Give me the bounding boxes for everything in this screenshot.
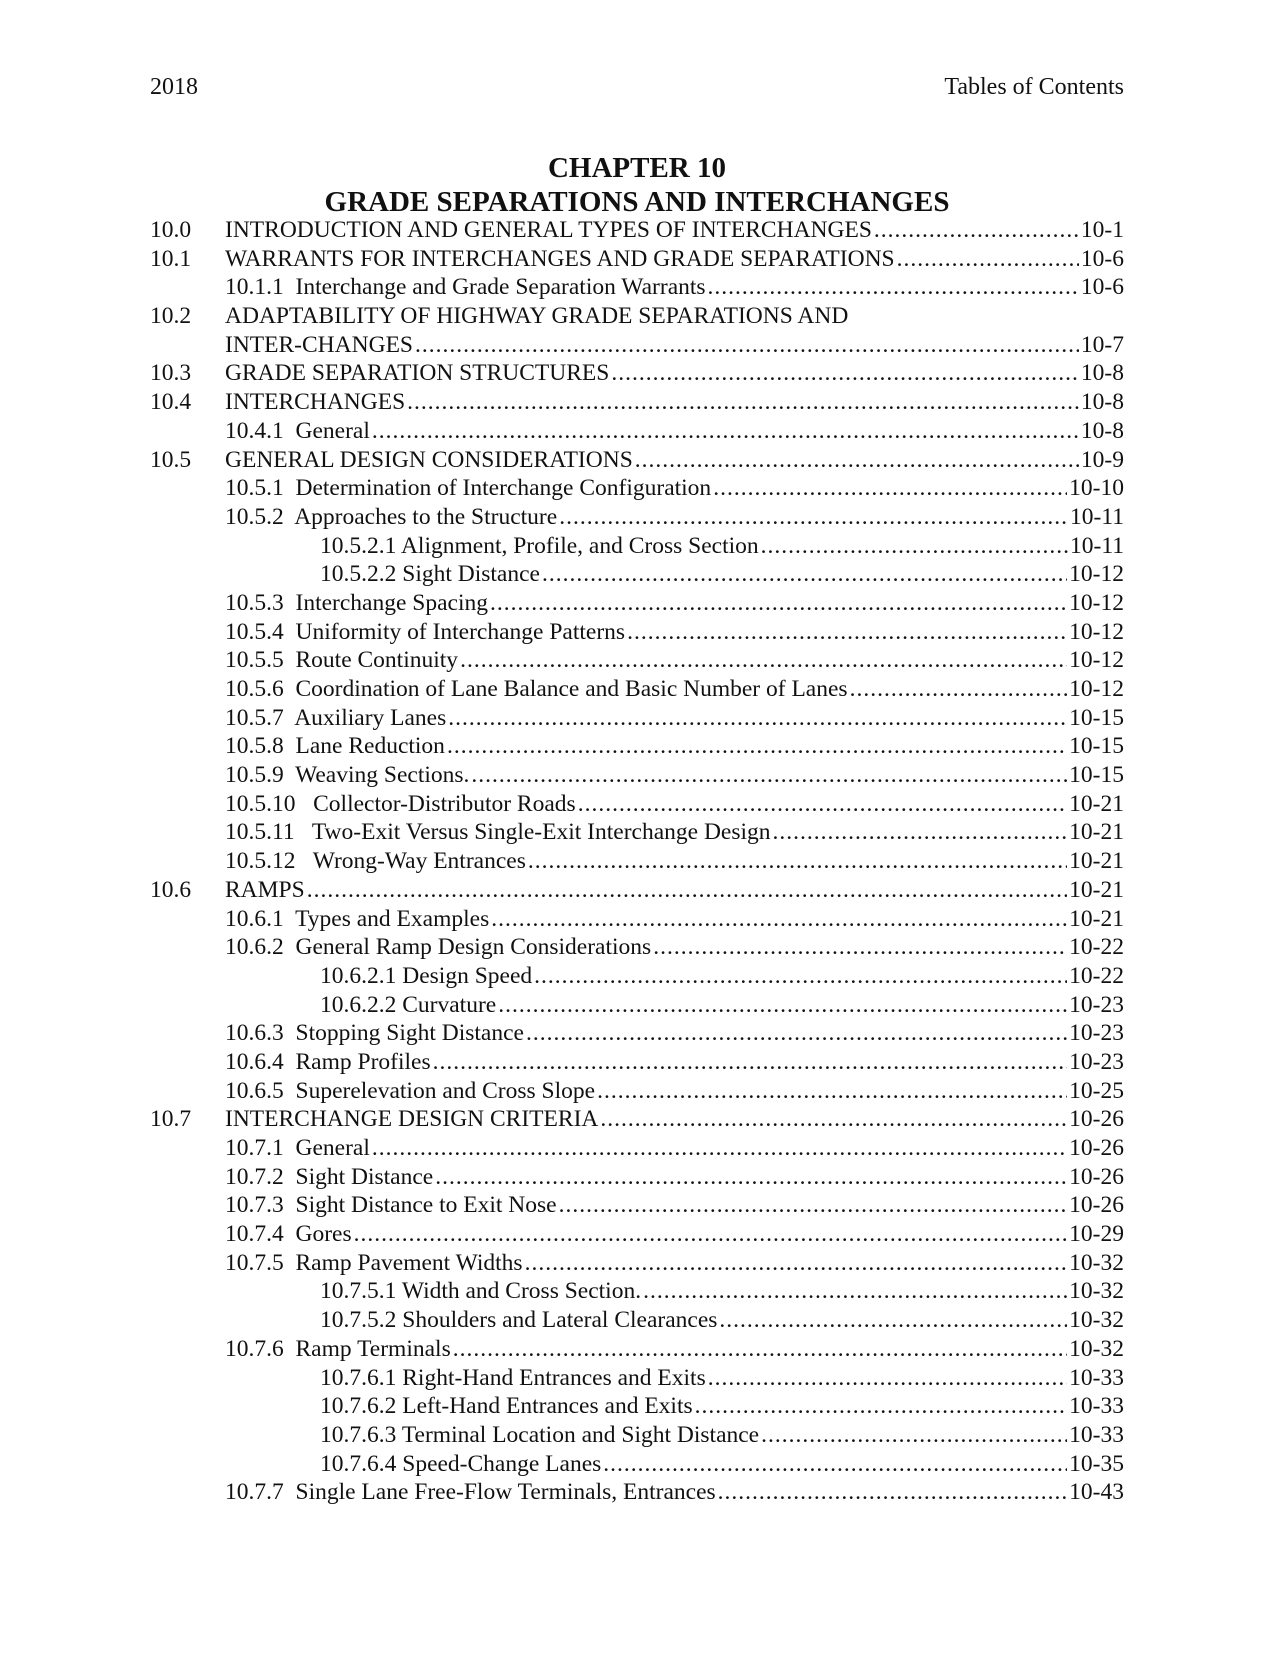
toc-entry-line (225, 1335, 1124, 1364)
header-year: 2018 (150, 74, 198, 100)
toc-entry-title: 10.6.1 Types and Examples (225, 905, 490, 932)
toc-entry-title: INTERCHANGES (225, 389, 406, 416)
dot-leader (635, 446, 1079, 475)
toc-entry-page: 10-33 (1069, 1364, 1124, 1391)
toc-entry[interactable] (150, 1048, 1124, 1077)
toc-entry-title: 10.6.4 Ramp Profiles (225, 1048, 431, 1075)
dot-leader (559, 1191, 1068, 1220)
toc-entry-page: 10-32 (1069, 1335, 1124, 1362)
toc-entry-page: 10-8 (1080, 417, 1124, 444)
toc-entry-line (225, 388, 1124, 417)
toc-entry-line (225, 1478, 1124, 1507)
toc-entry-title: 10.5.2.1 Alignment, Profile, and Cross Section (320, 532, 759, 559)
toc-entry-line (320, 1450, 1124, 1479)
toc-entry-page: 10-9 (1080, 446, 1124, 473)
toc-entry-line (225, 790, 1124, 819)
toc-entry-title: INTER-CHANGES (225, 331, 413, 358)
toc-entry-page: 10-26 (1069, 1135, 1124, 1161)
toc-entry-page: 10-21 (1069, 876, 1124, 903)
toc-entry-line (320, 962, 1124, 991)
toc-entry-title: 10.7.1 General (225, 1135, 370, 1161)
toc-entry[interactable] (150, 1191, 1124, 1220)
dot-leader (460, 646, 1067, 675)
toc-entry-title: INTRODUCTION AND GENERAL TYPES OF INTERCHANGES (225, 217, 872, 243)
toc-entry[interactable] (150, 273, 1124, 302)
toc-entry-line (225, 1105, 1124, 1134)
toc-entry[interactable] (150, 1392, 1124, 1421)
toc-entry[interactable] (150, 1306, 1124, 1335)
toc-entry[interactable] (150, 1249, 1124, 1278)
toc-entry-line (225, 417, 1124, 446)
dot-leader (354, 1220, 1068, 1249)
toc-entry-line (225, 589, 1124, 618)
toc-entry-title: 10.6.3 Stopping Sight Distance (225, 1020, 524, 1047)
toc-entry-line (225, 503, 1124, 532)
toc-entry[interactable] (150, 1134, 1124, 1163)
toc-entry-title: 10.5.9 Weaving Sections. (225, 762, 470, 789)
toc-entry-page: 10-15 (1069, 704, 1124, 731)
dot-leader (471, 761, 1067, 790)
toc-entry-page: 10-23 (1069, 1048, 1124, 1075)
toc-entry[interactable] (150, 876, 1124, 905)
toc-entry-title: WARRANTS FOR INTERCHANGES AND GRADE SEPARATIONS (225, 245, 895, 272)
toc-entry-title: 10.4.1 General (225, 417, 370, 444)
toc-entry-page: 10-6 (1080, 274, 1124, 301)
toc-entry[interactable] (150, 1105, 1124, 1134)
toc-entry-page: 10-22 (1069, 962, 1124, 989)
toc-entry[interactable] (150, 761, 1124, 790)
toc-entry-line (225, 933, 1124, 962)
toc-entry-line (225, 847, 1124, 876)
toc-entry-line (225, 1019, 1124, 1048)
toc-entry-line (225, 216, 1124, 245)
toc-entry-title: 10.5.6 Coordination of Lane Balance and Basic Number of Lanes (225, 676, 848, 702)
toc-entry-line (320, 1277, 1124, 1306)
toc-entry-page: 10-1 (1080, 217, 1124, 243)
toc-entry-page: 10-29 (1069, 1221, 1124, 1248)
toc-entry-line (225, 1134, 1124, 1163)
dot-leader (897, 245, 1079, 274)
toc-entry-title: 10.5.2.2 Sight Distance (320, 561, 540, 588)
toc-entry[interactable] (150, 704, 1124, 733)
dot-leader (761, 532, 1068, 561)
toc-entry-title: 10.5.10 Collector-Distributor Roads (225, 790, 576, 817)
toc-entry-title: RAMPS (225, 876, 305, 903)
toc-entry[interactable] (150, 446, 1124, 475)
toc-entry-page: 10-23 (1069, 1020, 1124, 1047)
toc-entry[interactable] (150, 1220, 1124, 1249)
toc-entry-line (225, 1048, 1124, 1077)
dot-leader (491, 905, 1067, 934)
dot-leader (718, 1478, 1068, 1507)
toc-entry-title: 10.7.6.2 Left-Hand Entrances and Exits (320, 1393, 693, 1420)
toc-entry-page: 10-22 (1069, 934, 1124, 961)
toc-entry-title: 10.7.6.1 Right-Hand Entrances and Exits (320, 1364, 706, 1391)
toc-entry-title: 10.5.3 Interchange Spacing (225, 589, 488, 616)
dot-leader (534, 962, 1067, 991)
toc-entry-line (225, 618, 1124, 647)
toc-entry-page: 10-15 (1069, 762, 1124, 789)
toc-entry-page: 10-33 (1069, 1393, 1124, 1420)
toc-entry-line (225, 359, 1124, 388)
toc-entry[interactable] (150, 245, 1124, 274)
toc-entry[interactable] (150, 818, 1124, 847)
dot-leader (603, 1450, 1067, 1479)
dot-leader (435, 1163, 1067, 1192)
toc-entry-line (225, 245, 1124, 274)
toc-entry[interactable] (150, 790, 1124, 819)
toc-entry-line (320, 1364, 1124, 1393)
toc-entry-line (225, 704, 1124, 733)
toc-entry-title: 10.5.12 Wrong-Way Entrances (225, 848, 526, 875)
toc-entry-page: 10-11 (1070, 503, 1124, 530)
toc-entry[interactable] (150, 503, 1124, 532)
toc-entry-page: 10-12 (1069, 647, 1124, 674)
dot-leader (528, 847, 1067, 876)
toc-entry-page: 10-21 (1069, 905, 1124, 932)
dot-leader (372, 417, 1079, 446)
toc-entry[interactable] (150, 216, 1124, 245)
toc-entry-title: 10.7.5.1 Width and Cross Section. (320, 1278, 642, 1305)
toc-entry-title: 10.5.4 Uniformity of Interchange Patterns (225, 618, 626, 645)
toc-entry-title: 10.6.5 Superelevation and Cross Slope (225, 1077, 596, 1104)
toc-entry-title: 10.7.5.2 Shoulders and Lateral Clearances (320, 1307, 718, 1334)
dot-leader (643, 1277, 1067, 1306)
toc-entry[interactable] (150, 1478, 1124, 1507)
toc-entry-page: 10-26 (1069, 1106, 1124, 1133)
toc-entry-title: 10.5.5 Route Continuity (225, 647, 459, 674)
toc-entry-title: 10.5.2 Approaches to the Structure (225, 503, 558, 530)
toc-entry-page: 10-25 (1069, 1077, 1124, 1104)
dot-leader (447, 732, 1067, 761)
toc-entry-number: 10.5 (150, 446, 192, 473)
toc-entry-page: 10-35 (1069, 1450, 1124, 1477)
toc-entry-line (225, 732, 1124, 761)
toc-entry-page: 10-32 (1069, 1278, 1124, 1305)
toc-entry-page: 10-33 (1069, 1421, 1124, 1448)
dot-leader (708, 1364, 1067, 1393)
toc-entry-title: 10.7.2 Sight Distance (225, 1163, 434, 1190)
dot-leader (719, 1306, 1067, 1335)
toc-entry[interactable] (150, 905, 1124, 934)
toc-entry-line (225, 474, 1124, 503)
dot-leader (695, 1392, 1068, 1421)
toc-entry[interactable] (150, 359, 1124, 388)
dot-leader (407, 388, 1079, 417)
dot-leader (372, 1134, 1067, 1163)
dot-leader (542, 560, 1067, 589)
toc-entry-title: 10.6.2.1 Design Speed (320, 962, 533, 989)
toc-entry-number: 10.0 (150, 217, 192, 243)
toc-entry[interactable] (150, 847, 1124, 876)
toc-entry[interactable] (150, 388, 1124, 417)
toc-entry-number: 10.2 (150, 303, 192, 330)
toc-entry-line (225, 302, 1124, 331)
dot-leader (600, 1105, 1067, 1134)
dot-leader (850, 675, 1068, 704)
dot-leader (708, 273, 1079, 302)
toc-entry-title: 10.7.6 Ramp Terminals (225, 1335, 451, 1362)
toc-entry[interactable] (150, 732, 1124, 761)
toc-entry-line (225, 331, 1124, 360)
toc-entry-line (320, 1306, 1124, 1335)
dot-leader (498, 991, 1067, 1020)
toc-entry-page: 10-12 (1069, 676, 1124, 702)
toc-entry-number: 10.3 (150, 360, 192, 387)
toc-entry-title: 10.5.7 Auxiliary Lanes (225, 704, 447, 731)
toc-entry-title: 10.5.1 Determination of Interchange Configuration (225, 475, 712, 502)
toc-entry-line (225, 273, 1124, 302)
toc-entry[interactable] (150, 1163, 1124, 1192)
toc-entry-line (225, 818, 1124, 847)
toc-entry-line (320, 560, 1124, 589)
toc-entry-page: 10-32 (1069, 1307, 1124, 1334)
toc-entry-page: 10-10 (1069, 475, 1124, 502)
toc-entry-title: INTERCHANGE DESIGN CRITERIA (225, 1106, 599, 1133)
dot-leader (490, 589, 1067, 618)
toc-entry-line (320, 1421, 1124, 1450)
toc-entry-title: 10.5.8 Lane Reduction (225, 733, 445, 760)
toc-entry-title: 10.7.3 Sight Distance to Exit Nose (225, 1192, 557, 1219)
toc-entry-page: 10-12 (1069, 589, 1124, 616)
toc-entry-line (225, 761, 1124, 790)
toc-entry-page: 10-11 (1070, 532, 1124, 559)
toc-entry-number: 10.4 (150, 389, 192, 416)
dot-leader (653, 933, 1067, 962)
toc-entry-page: 10-21 (1069, 790, 1124, 817)
dot-leader (433, 1048, 1068, 1077)
toc-entry-page: 10-21 (1069, 848, 1124, 875)
dot-leader (611, 359, 1079, 388)
toc-entry-title: ADAPTABILITY OF HIGHWAY GRADE SEPARATIONS AND (225, 303, 849, 330)
toc-entry[interactable] (150, 560, 1124, 589)
chapter-title: GRADE SEPARATIONS AND INTERCHANGES (324, 186, 950, 218)
toc-entry[interactable] (150, 1450, 1124, 1479)
toc-entry-page: 10-7 (1080, 331, 1124, 358)
toc-entry[interactable] (150, 1019, 1124, 1048)
dot-leader (597, 1077, 1067, 1106)
toc-entry-page: 10-23 (1069, 991, 1124, 1018)
toc-entry-title: GRADE SEPARATION STRUCTURES (225, 360, 610, 387)
table-of-contents (150, 216, 1124, 1507)
toc-entry-line (225, 1163, 1124, 1192)
toc-entry[interactable] (150, 474, 1124, 503)
toc-entry-line (225, 646, 1124, 675)
toc-entry[interactable] (150, 618, 1124, 647)
toc-entry[interactable] (150, 1335, 1124, 1364)
toc-entry[interactable] (150, 1077, 1124, 1106)
toc-entry-page: 10-26 (1069, 1163, 1124, 1190)
chapter-label: CHAPTER 10 (547, 152, 727, 184)
toc-entry[interactable] (150, 1421, 1124, 1450)
toc-entry-page: 10-32 (1069, 1249, 1124, 1276)
dot-leader (773, 818, 1068, 847)
toc-entry-page: 10-21 (1069, 819, 1124, 846)
toc-entry-page: 10-26 (1069, 1192, 1124, 1219)
toc-entry-title: 10.1.1 Interchange and Grade Separation Warrants (225, 274, 706, 301)
toc-entry-line (225, 1191, 1124, 1220)
toc-entry-title: 10.5.11 Two-Exit Versus Single-Exit Interchange Design (225, 819, 771, 846)
toc-entry-page: 10-15 (1069, 733, 1124, 760)
dot-leader (761, 1421, 1067, 1450)
toc-entry[interactable] (150, 331, 1124, 360)
toc-entry-title: 10.7.6.3 Terminal Location and Sight Distance (320, 1421, 760, 1448)
toc-entry-line (225, 876, 1124, 905)
toc-entry[interactable] (150, 1364, 1124, 1393)
toc-entry-title: 10.6.2 General Ramp Design Considerations (225, 934, 652, 961)
toc-entry-title: 10.6.2.2 Curvature (320, 991, 497, 1018)
toc-entry[interactable] (150, 1277, 1124, 1306)
toc-entry[interactable] (150, 646, 1124, 675)
toc-entry-page: 10-12 (1069, 561, 1124, 588)
toc-entry-title: GENERAL DESIGN CONSIDERATIONS (225, 446, 633, 473)
toc-entry-page: 10-6 (1080, 245, 1124, 272)
toc-entry-page: 10-12 (1069, 618, 1124, 645)
toc-entry-number: 10.1 (150, 245, 192, 272)
toc-entry-number: 10.7 (150, 1106, 192, 1133)
dot-leader (307, 876, 1067, 905)
dot-leader (448, 704, 1067, 733)
toc-entry-line (320, 1392, 1124, 1421)
toc-entry[interactable] (150, 302, 1124, 331)
toc-entry[interactable] (150, 589, 1124, 618)
toc-entry-line (225, 675, 1124, 704)
toc-entry[interactable] (150, 991, 1124, 1020)
toc-entry-title: 10.7.7 Single Lane Free-Flow Terminals, Entrances (225, 1479, 716, 1506)
toc-entry[interactable] (150, 417, 1124, 446)
toc-entry-number: 10.6 (150, 876, 192, 903)
dot-leader (526, 1019, 1067, 1048)
dot-leader (627, 618, 1067, 647)
toc-entry-title: 10.7.5 Ramp Pavement Widths (225, 1249, 523, 1276)
toc-entry-line (225, 905, 1124, 934)
toc-entry-line (225, 1249, 1124, 1278)
dot-leader (415, 331, 1079, 360)
toc-entry[interactable] (150, 675, 1124, 704)
toc-entry-line (320, 991, 1124, 1020)
header-section-title: Tables of Contents (944, 74, 1124, 100)
dot-leader (713, 474, 1067, 503)
toc-entry-title: 10.7.4 Gores (225, 1221, 352, 1248)
toc-entry-line (225, 446, 1124, 475)
dot-leader (578, 790, 1067, 819)
dot-leader (874, 216, 1079, 245)
toc-entry-page: 10-43 (1069, 1479, 1124, 1506)
toc-entry-line (225, 1220, 1124, 1249)
toc-entry-line (225, 1077, 1124, 1106)
toc-entry-line (320, 532, 1124, 561)
toc-entry[interactable] (150, 532, 1124, 561)
dot-leader (453, 1335, 1067, 1364)
toc-entry[interactable] (150, 962, 1124, 991)
toc-entry-page: 10-8 (1080, 360, 1124, 387)
toc-entry-page: 10-8 (1080, 389, 1124, 416)
toc-entry[interactable] (150, 933, 1124, 962)
toc-entry-title: 10.7.6.4 Speed-Change Lanes (320, 1450, 602, 1477)
dot-leader (559, 503, 1068, 532)
dot-leader (525, 1249, 1068, 1278)
